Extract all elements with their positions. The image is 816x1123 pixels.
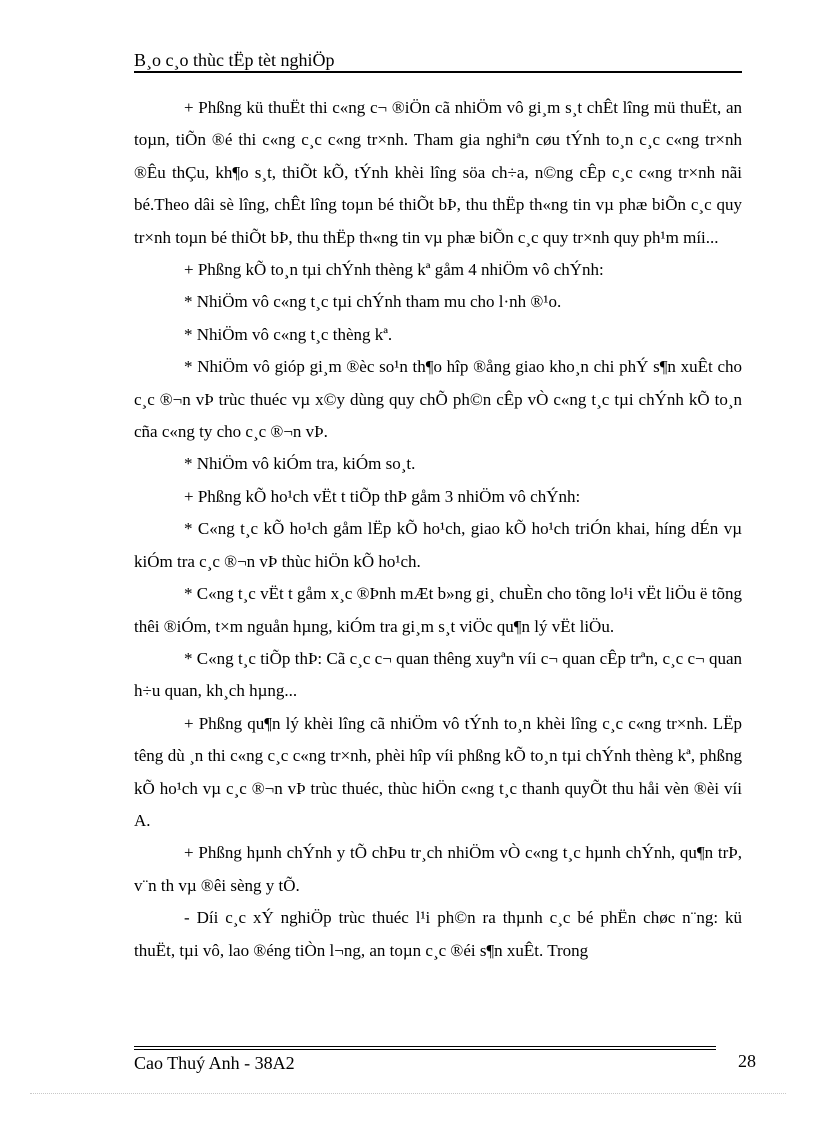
document-body: [134, 92, 742, 967]
page-edge-divider: [30, 1093, 786, 1094]
footer-author: Cao Thuý Anh - 38A2: [134, 1053, 295, 1073]
body-paragraph: + Phßng kÕ ho¹ch vËt t tiÕp thÞ gåm 3 nhiÖm vô chÝnh:: [184, 486, 581, 506]
footer-rule-bottom: [134, 1049, 716, 1050]
body-paragraph: + Phßng hµnh chÝnh y tÕ chÞu tr¸ch nhiÖm vÒ c«ng t¸c hµnh chÝnh, qu¶n trÞ, v¨n th vµ ®êi sèng y tÕ.: [134, 843, 742, 895]
body-paragraph: * NhiÖm vô kiÓm tra, kiÓm so¸t.: [184, 454, 416, 474]
body-paragraph: * C«ng t¸c kÕ ho¹ch gåm lËp kÕ ho¹ch, giao kÕ ho¹ch triÓn khai, híng dÉn vµ kiÓm tra c¸c ®¬n vÞ thùc hiÖn kÕ ho¹ch.: [134, 519, 742, 571]
footer-rule-top: [134, 1046, 716, 1047]
body-paragraph: * C«ng t¸c vËt t gåm x¸c ®Þnh mÆt b»ng gi¸ chuÈn cho tõng lo¹i vËt liÖu ë tõng thêi ®iÓm, t×m nguån hµng, kiÓm tra gi¸m s¸t viÖc qu¶n lý vËt liÖu.: [134, 584, 742, 636]
body-paragraph: + Phßng kü thuËt thi c«ng c¬ ®iÖn cã nhiÖm vô gi¸m s¸t chÊt lîng mü thuËt, an toµn, tiÕn ®é thi c«ng c¸c c«ng tr×nh. Tham gia nghiªn cøu tÝnh to¸n c¸c c«ng tr×nh ®Êu thÇu, kh¶o s¸t, thiÕt kÕ, tÝnh khèi lîng söa ch÷a, n©ng cÊp c¸c c«ng tr×nh nãi bé.Theo dâi sè lîng, chÊt lîng toµn bé thiÕt bÞ, thu thËp th«ng tin vµ phæ biÕn c¸c quy tr×nh toµn bé thiÕt bÞ, thu thËp th«ng tin vµ phæ biÕn c¸c quy tr×nh quy ph¹m míi...: [134, 98, 742, 247]
page-number: 28: [738, 1051, 756, 1071]
body-paragraph: + Phßng kÕ to¸n tµi chÝnh thèng kª gåm 4 nhiÖm vô chÝnh:: [184, 260, 604, 280]
body-paragraph: + Phßng qu¶n lý khèi lîng cã nhiÖm vô tÝnh to¸n khèi lîng c¸c c«ng tr×nh. LËp têng dù ¸n thi c«ng c¸c c«ng tr×nh, phèi hîp víi phßng kÕ to¸n tµi chÝnh thèng kª, phßng kÕ ho¹ch vµ c¸c ®¬n vÞ trùc thuéc, thùc hiÖn c«ng t¸c thanh quyÕt thu håi vèn ®èi víi A.: [134, 713, 742, 830]
page-header-title: B¸o c¸o thùc tËp tèt nghiÖp: [134, 50, 335, 70]
body-paragraph: * NhiÖm vô c«ng t¸c thèng kª.: [184, 324, 393, 344]
body-paragraph: * NhiÖm vô c«ng t¸c tµi chÝnh tham mu cho l·nh ®¹o.: [184, 292, 562, 312]
body-paragraph: * NhiÖm vô gióp gi¸m ®èc so¹n th¶o hîp ®ång giao kho¸n chi phÝ s¶n xuÊt cho c¸c ®¬n vÞ trùc thuéc vµ x©y dùng quy chÕ ph©n cÊp vÒ c«ng t¸c tµi chÝnh kÕ to¸n cña c«ng ty cho c¸c ®¬n vÞ.: [134, 357, 742, 442]
header-rule: [134, 71, 742, 73]
body-paragraph: - Díi c¸c xÝ nghiÖp trùc thuéc l¹i ph©n ra thµnh c¸c bé phËn chøc n¨ng: kü thuËt, tµi vô, lao ®éng tiÒn l¬ng, an toµn c¸c ®éi s¶n xuÊt. Trong: [134, 908, 742, 960]
body-paragraph: * C«ng t¸c tiÕp thÞ: Cã c¸c c¬ quan thêng xuyªn víi c¬ quan cÊp trªn, c¸c c¬ quan h÷u quan, kh¸ch hµng...: [134, 648, 742, 701]
